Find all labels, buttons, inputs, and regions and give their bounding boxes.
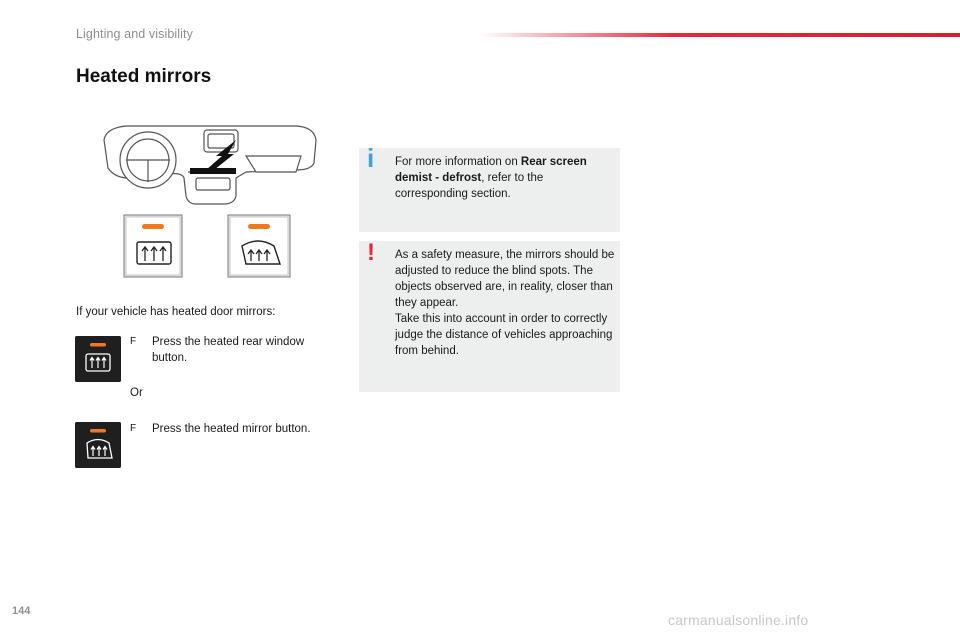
rear-window-defrost-icon	[75, 336, 121, 382]
step-bullet: F	[130, 336, 137, 347]
step-rear-window	[130, 334, 330, 368]
page-title: Heated mirrors	[76, 66, 212, 87]
mirror-defrost-icon	[75, 422, 121, 468]
info-note-text: For more information on Rear screen demist - defrost, refer to the corresponding section.	[395, 156, 587, 200]
info-note	[359, 143, 620, 232]
header-accent-line	[480, 33, 960, 37]
step-text: Press the heated mirror button.	[152, 423, 311, 435]
or-separator: Or	[130, 387, 143, 399]
dashboard-illustration	[96, 118, 326, 283]
step-text: Press the heated rear window button.	[152, 336, 305, 364]
info-note-link-text: Rear screen demist - defrost	[395, 156, 587, 184]
watermark: carmanualsonline.info	[668, 612, 809, 628]
warning-note	[359, 241, 620, 392]
intro-text: If your vehicle has heated door mirrors:	[76, 306, 276, 318]
step-bullet: F	[130, 423, 137, 434]
section-header: Lighting and visibility	[76, 27, 193, 41]
info-icon: i	[367, 143, 375, 173]
warning-note-text: As a safety measure, the mirrors should be adjusted to reduce the blind spots. The objects observed are, in reality, closer than they appear. Take this into account in order to correctly judge the distance of vehicles approaching from behind.	[395, 249, 615, 357]
step-mirror	[130, 421, 350, 439]
page-number: 144	[12, 605, 31, 617]
warning-icon: !	[367, 239, 375, 266]
